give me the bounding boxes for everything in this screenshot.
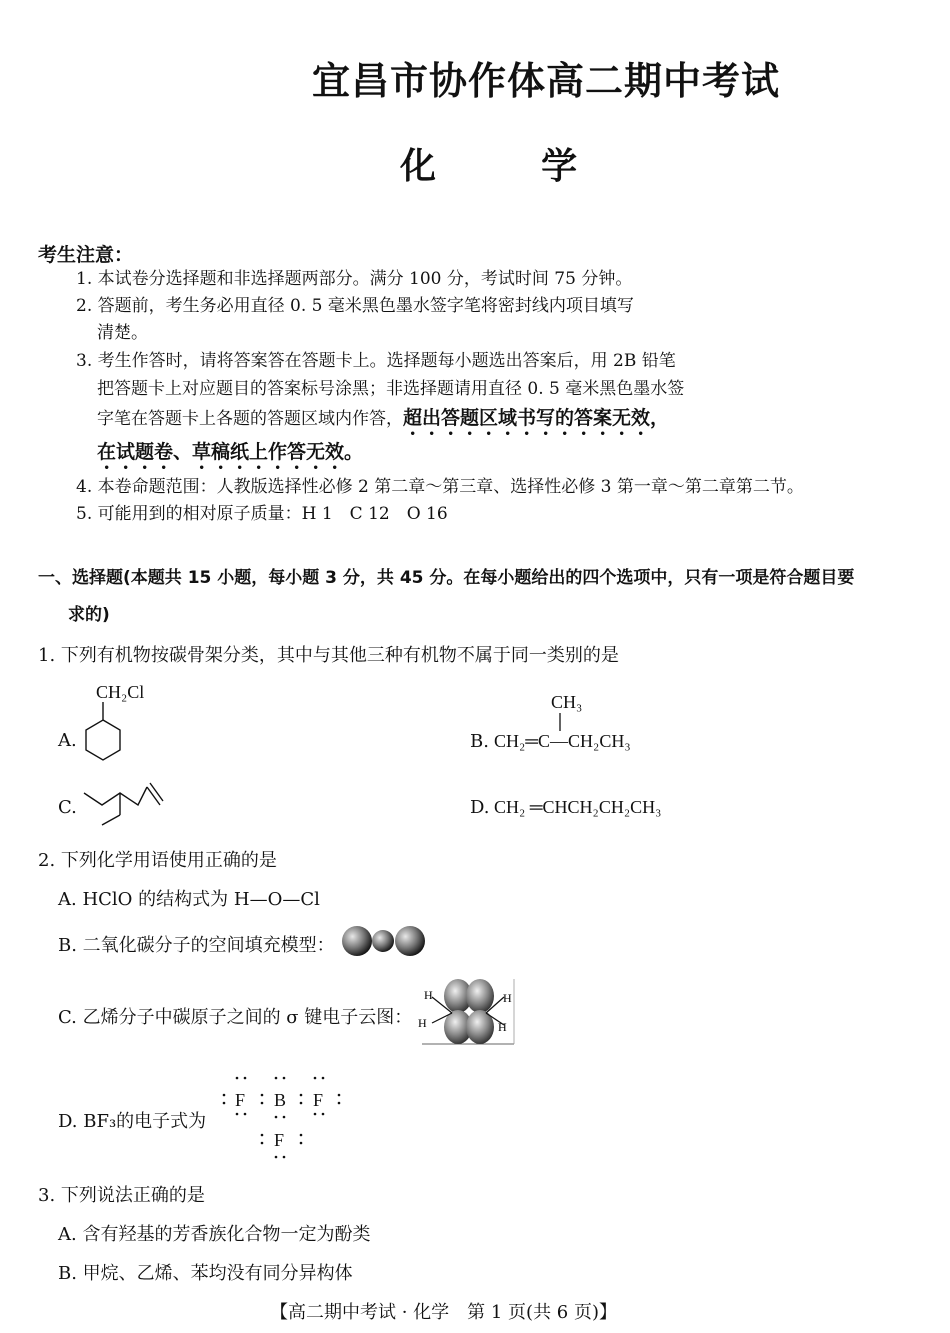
cyclohexane-structure — [80, 700, 130, 770]
notice-item-4: 4. 本卷命题范围：人教版选择性必修 2 第二章～第三章、选择性必修 3 第一章～第二章第二节。 — [76, 477, 804, 497]
co2-space-filling-model — [340, 923, 428, 959]
question-1-stem: 1. 下列有机物按碳骨架分类，其中与其他三种有机物不属于同一类别的是 — [38, 645, 619, 666]
question-2-stem: 2. 下列化学用语使用正确的是 — [38, 850, 277, 871]
lewis-atom-b: B — [274, 1090, 287, 1110]
q1-option-a-group: CH₂Cl — [96, 682, 145, 702]
question-3-stem: 3. 下列说法正确的是 — [38, 1185, 205, 1206]
q1-option-d-formula: CH₂ ═CHCH₂CH₂CH₃ — [494, 797, 662, 817]
q1-option-d-label: D. — [470, 797, 490, 818]
q3-option-b: B. 甲烷、乙烯、苯均没有同分异构体 — [58, 1263, 353, 1284]
notice-item-2-cont: 清楚。 — [97, 323, 148, 343]
notice-item-3-cont: 把答题卡上对应题目的答案标号涂黑；非选择题请用直径 0. 5 毫米黑色墨水签 — [97, 379, 685, 399]
q2-option-d: D. BF₃的电子式为 — [58, 1111, 207, 1132]
q2-option-b: B. 二氧化碳分子的空间填充模型： — [58, 935, 335, 956]
notice-item-3-text: 字笔在答题卡上各题的答题区域内作答， — [97, 409, 403, 429]
notice-emphasis-1: 超出答题区域书写的答案无效， — [403, 407, 670, 429]
q1-option-b-formula: CH₂═C—CH₂CH₃ — [494, 731, 631, 751]
exam-title: 宜昌市协作体高二期中考试 — [312, 58, 781, 103]
notice-heading: 考生注意： — [38, 244, 134, 266]
q3-option-a: A. 含有羟基的芳香族化合物一定为酚类 — [58, 1224, 371, 1245]
h-atom-label: H — [498, 1020, 507, 1034]
notice-item-5: 5. 可能用到的相对原子质量：H 1 C 12 O 16 — [76, 504, 448, 524]
q2-option-a: A. HClO 的结构式为 H—O—Cl — [58, 889, 320, 910]
q1-option-b-label: B. — [470, 731, 489, 752]
lewis-atom-f: F — [313, 1090, 324, 1110]
subject-char-2: 学 — [541, 145, 578, 187]
notice-item-1: 1. 本试卷分选择题和非选择题两部分。满分 100 分，考试时间 75 分钟。 — [76, 269, 633, 289]
ethylene-sigma-bond-cloud — [418, 977, 516, 1047]
h-atom-label: H — [424, 988, 433, 1002]
subject-char-1: 化 — [400, 145, 437, 187]
page-footer: 【高二期中考试 · 化学 第 1 页(共 6 页)】 — [270, 1302, 617, 1323]
h-atom-label: H — [418, 1016, 427, 1030]
notice-item-3-cont2 — [97, 405, 669, 440]
notice-item-3: 3. 考生作答时，请将答案答在答题卡上。选择题每小题选出答案后，用 2B 铅笔 — [76, 351, 676, 371]
skeletal-structure-c — [80, 775, 170, 830]
notice-emphasis-2: 在试题卷、草稿纸上作答无效。 — [97, 441, 364, 463]
lewis-atom-f: F — [274, 1130, 285, 1150]
q2-option-c: C. 乙烯分子中碳原子之间的 σ 键电子云图： — [58, 1007, 413, 1028]
section-heading: 一、选择题(本题共 15 小题，每小题 3 分，共 45 分。在每小题给出的四个选项中，只有一项是符合题目要 — [38, 568, 855, 588]
lewis-atom-f: F — [235, 1090, 246, 1110]
bf3-lewis-structure — [215, 1068, 355, 1166]
q1-option-a-label: A. — [58, 730, 77, 751]
section-heading-cont: 求的) — [68, 605, 110, 625]
q1-option-b-ch3: CH₃ — [551, 692, 583, 712]
notice-item-2: 2. 答题前，考生务必用直径 0. 5 毫米黑色墨水签字笔将密封线内项目填写 — [76, 296, 634, 316]
q1-option-c-label: C. — [58, 797, 77, 818]
q1-option-b-bond — [550, 711, 570, 733]
h-atom-label: H — [503, 991, 512, 1005]
subject-title — [400, 138, 577, 189]
